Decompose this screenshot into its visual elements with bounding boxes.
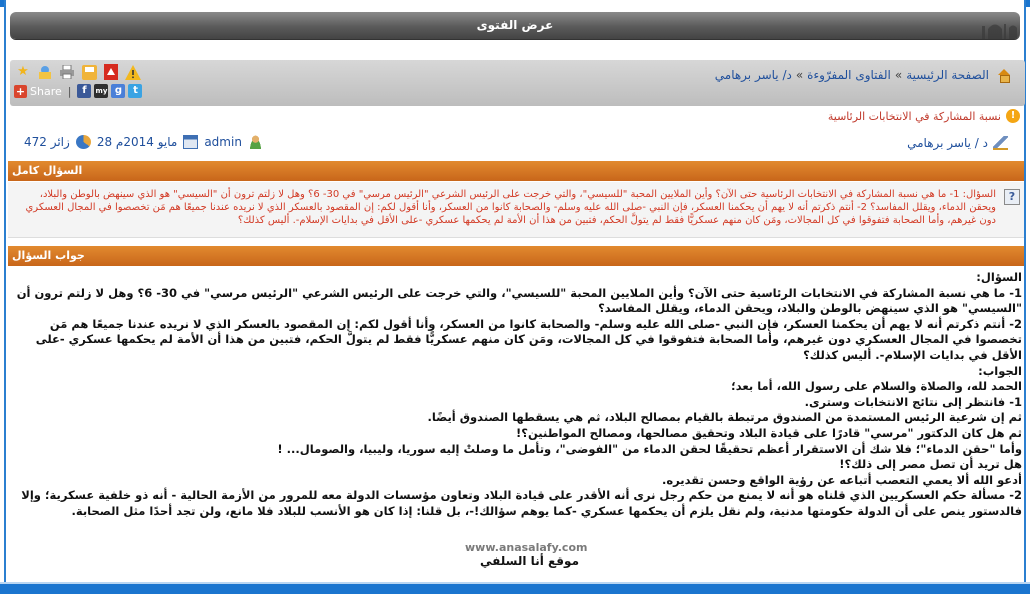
share-label[interactable]: Share — [30, 84, 62, 98]
google-icon[interactable]: g — [111, 84, 125, 98]
author-link[interactable]: د / ياسر برهامي — [907, 136, 988, 150]
breadcrumb-fatwas-link[interactable]: الفتاوى المفرّوءة — [807, 68, 891, 82]
question-text: السؤال: 1- ما هي نسبة المشاركة في الانتخابات الرئاسية حتى الآن؟ وأين الملايين المحبة "للسيسي"، والتي خرجت على الرئيس الشرعي "الرئيس مرسي" في 30- 6؟ وهل لا زلتم ترون أن "السيسي" هو الذي سينهض بالوطن والبلاد، ويحقن الدماء، ويقلل المفاسد؟ 2- أنتم ذكرتم أنه لا يهم أن يحكمنا العسكر، فإن النبي -صلى الله عليه وسلم- والصحابة كانوا من العسكر، وأنا أقول لكم: إن المقصود بالعسكر الذي لا نريده عندنا جميعًا هم مَن تخصصوا في المجال العسكري دون غيرهم، وأما الصحابة فتفوقوا في كل المجالات، ومَن كان منهم عسكريًّا فقط لم يتولَّ الحكم، فتبين من هذا أن الأمة لم يحكمها عسكري -على الأقل في بدايات الإسلام-. أليس كذلك؟ — [25, 189, 996, 226]
info-icon: ! — [1006, 109, 1020, 123]
answer-line: هل تريد أن تصل مصر إلى ذلك؟! — [839, 457, 1022, 472]
answer-line: 1- ما هي نسبة المشاركة في الانتخابات الرئاسية حتى الآن؟ وأين الملايين المحبة "للسيسي"، والتي خرجت على الرئيس الشرعي "الرئيس مرسي" في 30- 6؟ وهل لا زلتم ترون أن "السيسي" هو الذي سينهض بالوطن والبلاد، ويحقن الدماء، ويقلل المفاسد؟ — [16, 285, 1022, 316]
publish-date: 28 مايو 2014م — [96, 135, 178, 149]
share-separator: | — [67, 84, 72, 98]
star-icon[interactable]: ★ — [17, 64, 29, 79]
fatwa-meta-row — [10, 133, 1022, 155]
answer-line: الجواب: — [978, 363, 1022, 378]
navigation-bar — [10, 60, 1025, 106]
breadcrumb-separator: » — [795, 68, 804, 82]
fatwa-stats — [24, 135, 263, 149]
question-section-header — [8, 161, 1024, 181]
page-tools — [14, 64, 142, 80]
home-icon[interactable] — [997, 69, 1011, 81]
share-plus-icon[interactable]: + — [15, 84, 26, 98]
warning-icon[interactable] — [124, 64, 142, 80]
breadcrumb-author-link[interactable]: د/ ياسر برهامي — [714, 68, 792, 82]
answer-body — [14, 270, 1022, 520]
pen-icon — [993, 136, 1008, 150]
window-title: عرض الفتوى — [476, 18, 554, 32]
breadcrumb — [715, 68, 1011, 82]
question-box — [8, 182, 1024, 238]
answer-line: السؤال: — [976, 270, 1022, 284]
answer-line: الحمد لله، والصلاة والسلام على رسول الله، أما بعد؛ — [731, 379, 1022, 394]
answer-section-title: جواب السؤال — [12, 249, 85, 262]
answer-line: 1- فانتظر إلى نتائج الانتخابات وسترى. — [804, 394, 1022, 409]
twitter-icon[interactable]: t — [128, 84, 142, 98]
question-section-title: السؤال كامل — [12, 164, 83, 177]
window-titlebar — [10, 12, 1020, 39]
answer-line: ثم هل كان الدكتور "مرسي" قادرًا على قيادة البلاد وتحقيق مصالحها، ومصالح المواطنين؟! — [516, 425, 1022, 440]
site-signature: موقع أنا السلفي — [480, 554, 579, 568]
question-mark-icon: ? — [1004, 189, 1020, 205]
pdf-icon[interactable] — [102, 64, 120, 80]
bottom-frame-strip — [0, 582, 1030, 594]
answer-section-header — [8, 246, 1024, 266]
email-icon[interactable] — [36, 64, 54, 80]
breadcrumb-separator: » — [894, 68, 903, 82]
answer-line: ثم إن شرعية الرئيس المستمدة من الصندوق مرتبطة بالقيام بمصالح البلاد، ثم هي يسقطها الصندوق أيضًا. — [427, 410, 1022, 425]
fatwa-topic-text: نسبة المشاركة في الانتخابات الرئاسية — [827, 109, 1001, 123]
mosque-decoration-icon — [976, 12, 1020, 39]
site-url: www.anasalafy.com — [465, 541, 588, 554]
answer-line: وأما "حقن الدماء"؛ فلا شك أن الاستقرار أعظم تحقيقًا لحقن الدماء من "الفوضى"، وتأمل ما وصلتْ إليه سوريا، وليبيا، والصومال... ! — [277, 441, 1022, 456]
answer-line: أدعو الله ألا يعمي التعصب أتباعه عن رؤية الواقع وحسن تقديره. — [661, 472, 1022, 487]
calendar-icon — [183, 135, 198, 149]
share-bar — [14, 84, 142, 98]
answer-line: 2- مسألة حكم العسكريين الذي قلناه هو أنه لا يمنع من حكم رجل نرى أنه الأقدر على قيادة البلاد وتعاون مؤسسات الدولة معه للمرور من الأزمة الحالية - أنه ذو خلفية عسكرية؛ وإلا فالدستور ينص على أن الدولة حكومتها مدنية، ولم نقل يلزم أن يحكمها عسكري -كما يوهم سؤالك!-، بل قلنا: إذا كان هو الأنسب للبلاد فلا مانع، ولن تجد أحدًا مثل الصحابة. — [21, 488, 1022, 518]
breadcrumb-home-link[interactable]: الصفحة الرئيسية — [906, 68, 989, 82]
print-icon[interactable] — [58, 64, 76, 80]
fatwa-topic — [828, 109, 1020, 123]
visits-count: 472 زائر — [24, 135, 70, 149]
user-icon — [248, 135, 263, 149]
poster-name: admin — [204, 135, 242, 149]
fatwa-author — [907, 136, 1008, 150]
facebook-icon[interactable]: f — [77, 84, 91, 98]
answer-line: 2- أنتم ذكرتم أنه لا يهم أن يحكمنا العسكر، فإن النبي -صلى الله عليه وسلم- والصحابة كانوا من العسكر، وأنا أقول لكم: إن المقصود بالعسكر الذي لا نريده عندنا جميعًا هم مَن تخصصوا في المجال العسكري دون غيرهم، وأما الصحابة فتفوقوا في كل المجالات، ومَن كان منهم عسكريًّا فقط لم يتولَّ الحكم، فتبين من هذا أن الأمة لم يحكمها عسكري -على الأقل في بدايات الإسلام-. أليس كذلك؟ — [35, 316, 1022, 362]
save-icon[interactable] — [80, 64, 98, 80]
myspace-icon[interactable]: my — [94, 84, 108, 98]
visits-icon — [76, 135, 91, 149]
